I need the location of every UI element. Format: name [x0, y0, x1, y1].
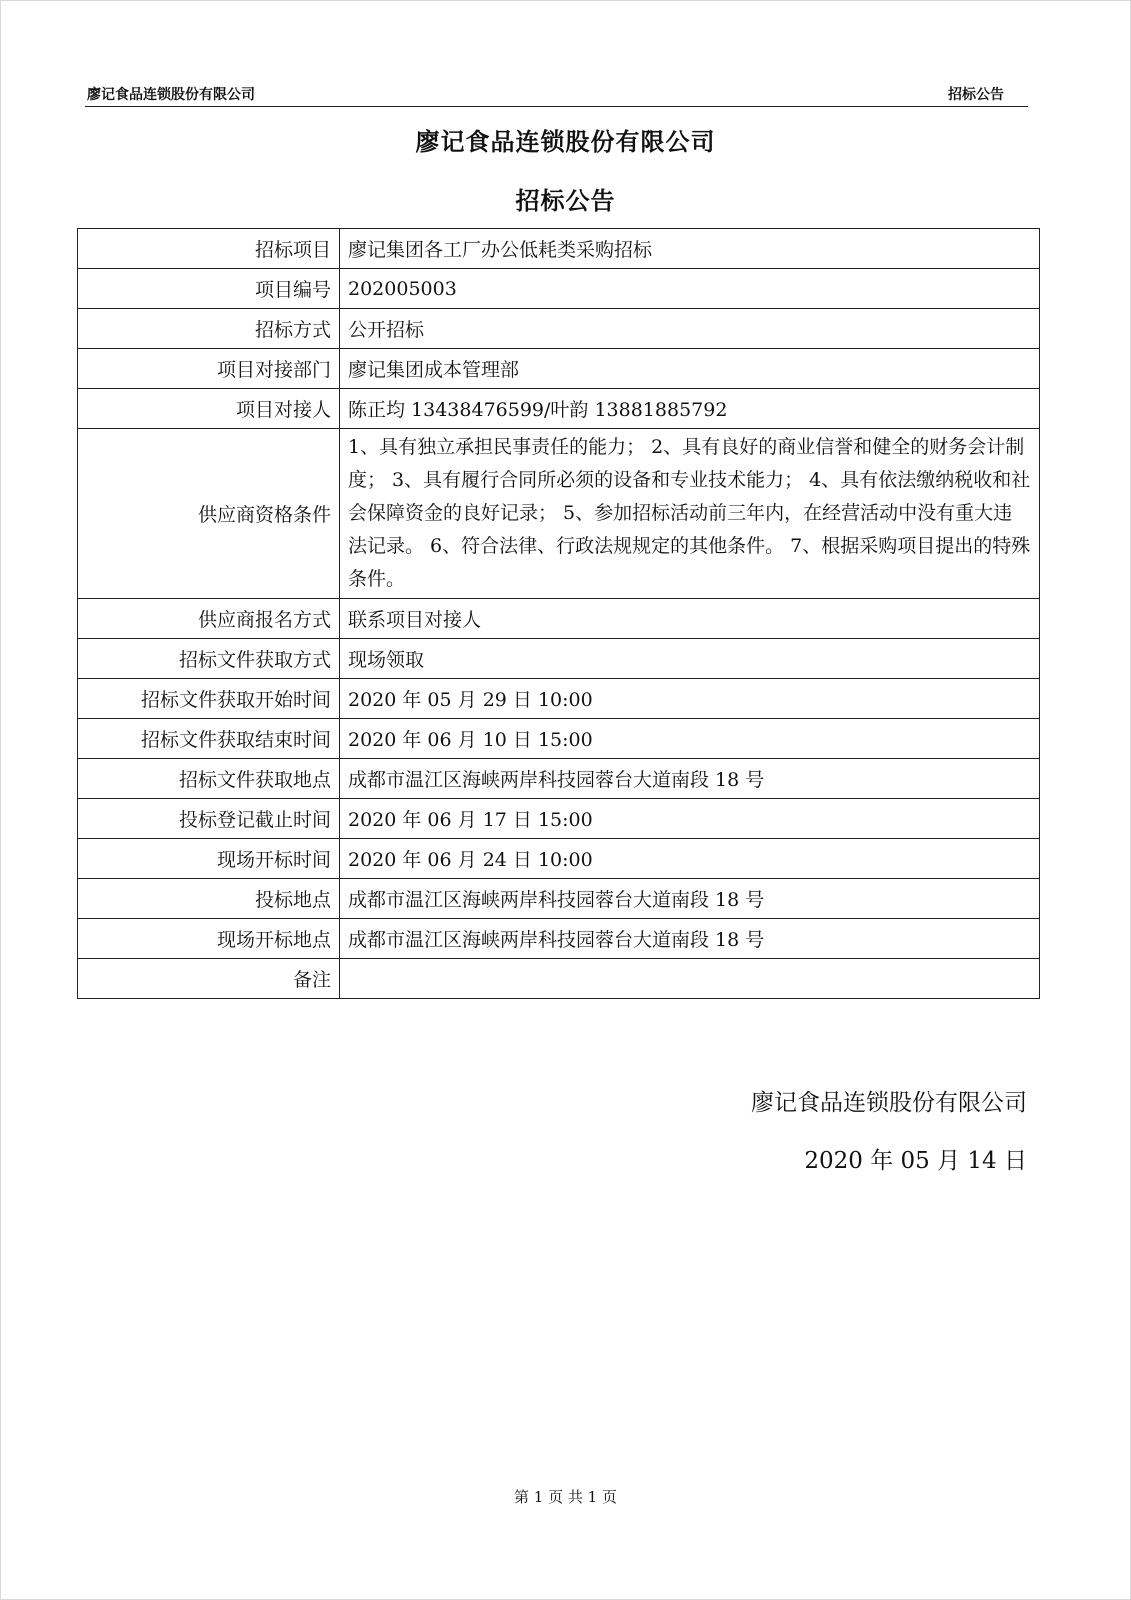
running-header — [85, 84, 1028, 107]
row-label: 招标文件获取开始时间 — [78, 679, 340, 719]
row-value: 2020 年 06 月 10 日 15:00 — [340, 719, 1040, 759]
row-value: 成都市温江区海峡两岸科技园蓉台大道南段 18 号 — [340, 759, 1040, 799]
row-value: 1、具有独立承担民事责任的能力； 2、具有良好的商业信誉和健全的财务会计制度； 3、具有履行合同所必须的设备和专业技术能力； 4、具有依法缴纳税收和社会保障资金的良好记录； 5、参加招标活动前三年内，在经营活动中没有重大违法记录。 6、符合法律、行政法规规定的其他条件。 7、根据采购项目提出的特殊条件。 — [340, 429, 1040, 599]
signature-date: 2020 年 05 月 14 日 — [804, 1148, 1027, 1174]
signature-company: 廖记食品连锁股份有限公司 — [751, 1090, 1027, 1116]
header-doc-type: 招标公告 — [948, 87, 1004, 103]
row-label: 备注 — [78, 959, 340, 999]
row-label: 招标项目 — [78, 229, 340, 269]
tender-info-table — [77, 228, 1040, 999]
row-value: 成都市温江区海峡两岸科技园蓉台大道南段 18 号 — [340, 919, 1040, 959]
header-company: 廖记食品连锁股份有限公司 — [87, 87, 255, 103]
row-value: 202005003 — [340, 269, 1040, 309]
row-label: 现场开标时间 — [78, 839, 340, 879]
row-value: 2020 年 05 月 29 日 10:00 — [340, 679, 1040, 719]
row-label: 投标登记截止时间 — [78, 799, 340, 839]
table-row — [78, 879, 1040, 919]
row-label: 项目编号 — [78, 269, 340, 309]
table-row — [78, 599, 1040, 639]
table-row — [78, 759, 1040, 799]
table-row — [78, 429, 1040, 599]
row-value: 联系项目对接人 — [340, 599, 1040, 639]
table-row — [78, 679, 1040, 719]
row-label: 现场开标地点 — [78, 919, 340, 959]
table-row — [78, 309, 1040, 349]
row-value: 2020 年 06 月 17 日 15:00 — [340, 799, 1040, 839]
table-row — [78, 919, 1040, 959]
table-row — [78, 799, 1040, 839]
row-value: 成都市温江区海峡两岸科技园蓉台大道南段 18 号 — [340, 879, 1040, 919]
row-label: 招标文件获取方式 — [78, 639, 340, 679]
table-row — [78, 229, 1040, 269]
row-label: 招标方式 — [78, 309, 340, 349]
table-row — [78, 839, 1040, 879]
row-label: 投标地点 — [78, 879, 340, 919]
notice-title: 招标公告 — [515, 187, 616, 215]
row-value: 现场领取 — [340, 639, 1040, 679]
row-label: 招标文件获取结束时间 — [78, 719, 340, 759]
table-row — [78, 269, 1040, 309]
table-row — [78, 349, 1040, 389]
row-value: 廖记集团各工厂办公低耗类采购招标 — [340, 229, 1040, 269]
row-value: 廖记集团成本管理部 — [340, 349, 1040, 389]
row-label: 供应商资格条件 — [78, 429, 340, 599]
table-row — [78, 639, 1040, 679]
page-number: 第 1 页 共 1 页 — [514, 1488, 617, 1506]
row-value: 陈正均 13438476599/叶韵 13881885792 — [340, 389, 1040, 429]
table-row — [78, 719, 1040, 759]
row-value: 公开招标 — [340, 309, 1040, 349]
company-title: 廖记食品连锁股份有限公司 — [415, 128, 716, 156]
row-label: 项目对接部门 — [78, 349, 340, 389]
table-row — [78, 389, 1040, 429]
row-label: 招标文件获取地点 — [78, 759, 340, 799]
row-value: 2020 年 06 月 24 日 10:00 — [340, 839, 1040, 879]
row-label: 供应商报名方式 — [78, 599, 340, 639]
table-row — [78, 959, 1040, 999]
row-value — [340, 959, 1040, 999]
row-label: 项目对接人 — [78, 389, 340, 429]
